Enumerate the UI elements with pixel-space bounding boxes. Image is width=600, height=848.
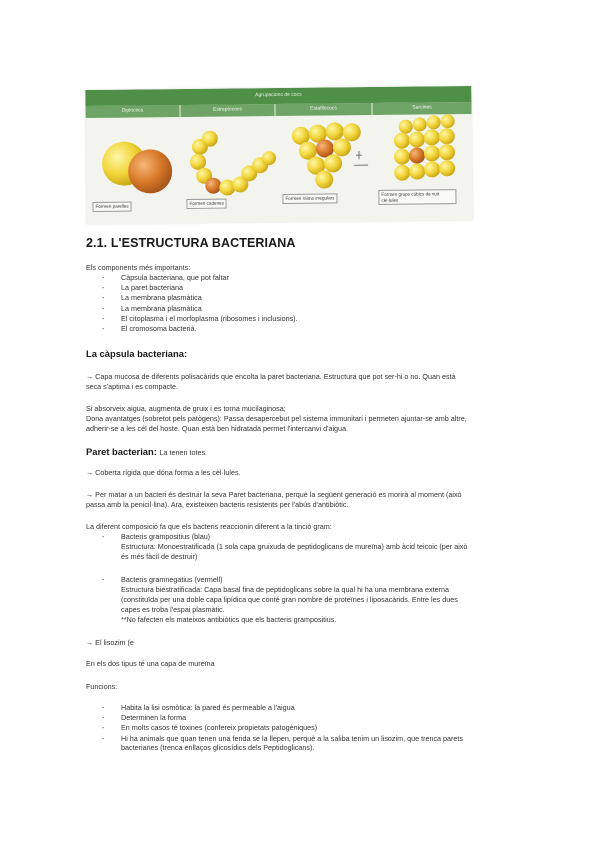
gram-negative-item: - Bacteris gramnegatius (vermell) bbox=[102, 575, 223, 584]
list-item: - Càpsula bacteriana, que pot faltar bbox=[102, 273, 229, 282]
figure-column-header: Estreptococs bbox=[180, 104, 275, 117]
figure-column-header: Diplococs bbox=[85, 105, 180, 118]
list-item: - Hi ha animals que quan tenen una ferida se la llepen, perquè a la saliba tenim un lisozim, que trenca parets bbox=[102, 733, 464, 743]
staphylococcus-shape bbox=[292, 122, 369, 189]
diplococcus-shape bbox=[102, 141, 173, 194]
gram-positive-desc: Estructura: Monoestratificada (1 sola capa gruixuda de peptidoglicans de mureïna) amb àcid teicoic (per això bbox=[121, 542, 468, 551]
capsula-paragraph: Si absorveix aigua, augmenta de gruix i es torna mucilaginosa; bbox=[86, 404, 286, 413]
list-item: - La membrana plasmàtica bbox=[102, 303, 202, 313]
funcions-continuation: bacterianes (trenca enllaços glicosídics dels Peptidoglicans). bbox=[121, 743, 315, 752]
list-item: - Determinen la forma bbox=[102, 713, 187, 723]
list-item: - La paret bacteriana bbox=[102, 283, 183, 293]
figure-header-label: Agrupacions de cocs bbox=[255, 91, 302, 99]
gram-negative-desc: **No fafecten els mateixos antibiòtics que els bacteris grampositius. bbox=[121, 615, 337, 624]
figure-caption: Formen raïms irregulars bbox=[282, 193, 337, 203]
cocci-figure bbox=[85, 86, 472, 224]
sarcina-shape bbox=[394, 114, 456, 181]
funcions-list bbox=[86, 703, 463, 744]
paret-paragraph: passa amb la penicil·lina). Ara, existeixen bacteris resistents per l'abús d'antibiòtic. bbox=[86, 500, 349, 509]
capsula-paragraph: seca s'aptima i es compacte. bbox=[86, 382, 179, 391]
paret-heading-note: La tenen totes. bbox=[159, 448, 208, 457]
intro-text: Els components més importants: bbox=[86, 263, 191, 272]
list-item: - Habita la lisi osmòtica: la pared és permeable a l'aigua bbox=[102, 703, 295, 712]
gram-negative-desc: (constituïda per una doble capa lipídica que conté gran nombre de proteïnes i liposacàrids. Entre les dues bbox=[121, 595, 458, 604]
capsula-paragraph: Dona avantatges (sobretot pels patògens): Passa desapercebut pel sistema immunitari i permeten ajuntar-se amb altre, bbox=[86, 414, 467, 423]
figure-column-header: Estafilococs bbox=[275, 103, 372, 116]
figure-caption: Formen cadenes bbox=[186, 199, 227, 209]
list-item: - La membrana plasmàtica bbox=[102, 293, 202, 303]
paret-paragraph: → Per matar a un bacteri és destruir la seva Paret bacteriana, perquè la següent generació es morirà al moment (això bbox=[86, 490, 462, 499]
paret-paragraph: → Coberta rígida que dóna forma a les cèl·lules. bbox=[86, 468, 241, 477]
streptococcus-shape bbox=[190, 130, 277, 196]
capsula-paragraph: → Capa mucosa de diferents polisacàrids que encolta la paret bacteriana. Estructura que pot ser-hi o no. Quan està bbox=[86, 372, 456, 381]
gram-negative-desc: Estructura biestratificada: Capa basal fina de peptidoglicans sobre la qual hi ha una membrana externa bbox=[121, 585, 450, 594]
paret-heading: Paret bacterian: La tenen totes. bbox=[86, 446, 208, 457]
section-title: 2.1. L'ESTRUCTURA BACTERIANA bbox=[86, 236, 296, 250]
capsula-heading: La càpsula bacteriana: bbox=[86, 348, 188, 359]
gram-positive-desc: és més fàcil de destruir) bbox=[121, 552, 198, 561]
list-item: - El citoplasma i el morfoplasma (ribosomes i inclusions). bbox=[102, 313, 298, 323]
lisozim-text: → El lisozim (e bbox=[86, 638, 134, 647]
figure-caption: Formen grups cúbics de vuit cèl·lules bbox=[378, 189, 456, 205]
gram-positive-item: - Bacteris grampositius (blau) bbox=[102, 532, 211, 541]
paret-paragraph: La diferent composició fa que els bacteris reaccionin diferent a la tinció gram: bbox=[86, 522, 332, 531]
gram-negative-desc: capes es troba l'espai plasmàtic. bbox=[121, 605, 225, 614]
funcions-label: Funcions: bbox=[86, 682, 118, 691]
list-item: - En molts casos té toxines (confereix propietats patogèniques) bbox=[102, 723, 318, 733]
mureina-text: En els dos tipus té una capa de mureïna bbox=[86, 659, 215, 668]
capsula-paragraph: adherir-se a les cél del hoste. Quan està ben hidratada permet l'intercanvi d'aigua. bbox=[86, 424, 349, 433]
list-item: - El cromosoma bacterià. bbox=[102, 324, 197, 334]
components-list bbox=[86, 273, 298, 334]
figure-caption: Formen parelles bbox=[92, 202, 131, 212]
figure-column-header: Sarcines bbox=[372, 102, 471, 115]
